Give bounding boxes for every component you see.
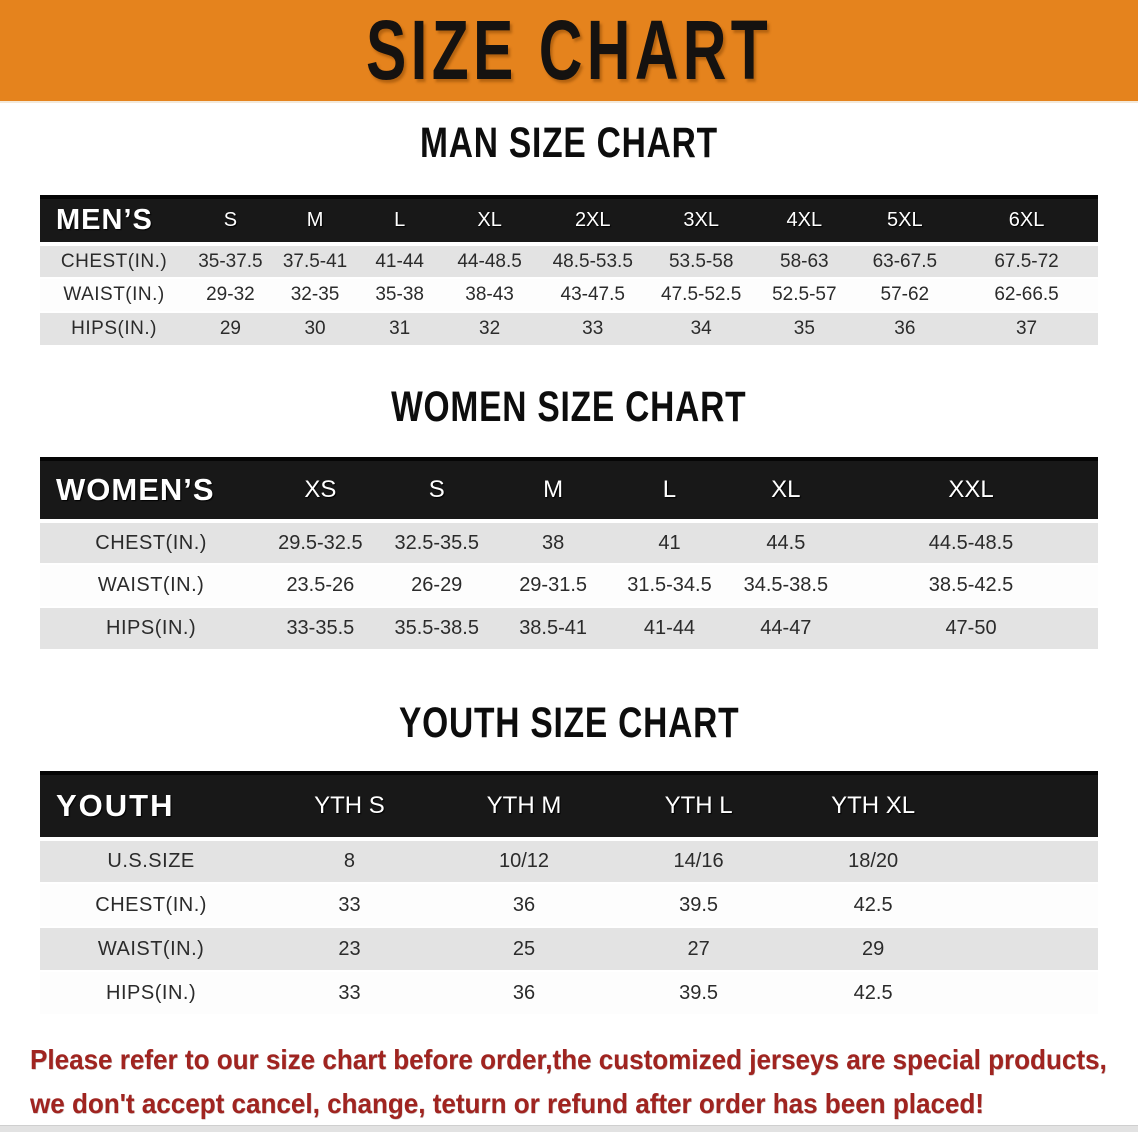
- table-row: [40, 839, 1098, 883]
- cell: 35-38: [357, 278, 442, 312]
- cell: 67.5-72: [955, 244, 1098, 278]
- cell: 33: [537, 312, 648, 346]
- cell: 10/12: [437, 839, 612, 883]
- size-table: [40, 457, 1098, 651]
- table-corner-label: YOUTH: [40, 773, 262, 839]
- column-header: XL: [728, 459, 844, 521]
- table-row: [40, 278, 1098, 312]
- cell: 23: [262, 927, 437, 971]
- cell: 38.5-42.5: [844, 564, 1098, 607]
- cell: 36: [855, 312, 956, 346]
- column-header: S: [188, 197, 273, 244]
- cell: 41-44: [357, 244, 442, 278]
- cell: 33: [262, 883, 437, 927]
- cell: 42.5: [786, 883, 961, 927]
- row-label: HIPS(IN.): [40, 607, 262, 650]
- youth-size-table-container: [40, 771, 1098, 1016]
- women-heading-text: WOMEN SIZE CHART: [391, 383, 747, 431]
- table-row: [40, 244, 1098, 278]
- header-row: [40, 773, 1098, 839]
- row-label: CHEST(IN.): [40, 521, 262, 564]
- column-header: YTH M: [437, 773, 612, 839]
- column-header: M: [495, 459, 611, 521]
- cell: 47-50: [844, 607, 1098, 650]
- cell: 62-66.5: [955, 278, 1098, 312]
- cell: 38.5-41: [495, 607, 611, 650]
- spacer-cell: [960, 971, 1098, 1015]
- size-chart-banner: [0, 0, 1138, 103]
- cell: 37: [955, 312, 1098, 346]
- column-header: S: [379, 459, 495, 521]
- cell: 35.5-38.5: [379, 607, 495, 650]
- column-header: 6XL: [955, 197, 1098, 244]
- cell: 47.5-52.5: [648, 278, 754, 312]
- notice-line-2: we don't accept cancel, change, teturn or refund after order has been placed!: [30, 1088, 984, 1119]
- cell: 32-35: [273, 278, 358, 312]
- cell: 23.5-26: [262, 564, 378, 607]
- column-header: 2XL: [537, 197, 648, 244]
- cell: 32.5-35.5: [379, 521, 495, 564]
- cell: 33: [262, 971, 437, 1015]
- cell: 57-62: [855, 278, 956, 312]
- table-row: [40, 521, 1098, 564]
- cell: 36: [437, 883, 612, 927]
- notice-line-1: Please refer to our size chart before order,the customized jerseys are special products,: [30, 1044, 1107, 1075]
- column-header: 4XL: [754, 197, 855, 244]
- header-row: [40, 197, 1098, 244]
- cell: 39.5: [611, 971, 786, 1015]
- cell: 44-48.5: [442, 244, 537, 278]
- women-section-heading: [0, 383, 1138, 431]
- column-header: YTH XL: [786, 773, 961, 839]
- column-header: M: [273, 197, 358, 244]
- column-header: XL: [442, 197, 537, 244]
- row-label: CHEST(IN.): [40, 244, 188, 278]
- cell: 37.5-41: [273, 244, 358, 278]
- size-table: [40, 195, 1098, 347]
- spacer-cell: [960, 773, 1098, 839]
- banner-title: SIZE CHART: [365, 3, 773, 97]
- cell: 44.5: [728, 521, 844, 564]
- row-label: WAIST(IN.): [40, 564, 262, 607]
- youth-section-heading: [0, 699, 1138, 747]
- row-label: HIPS(IN.): [40, 312, 188, 346]
- column-header: 5XL: [855, 197, 956, 244]
- cell: 31: [357, 312, 442, 346]
- cell: 58-63: [754, 244, 855, 278]
- cell: 14/16: [611, 839, 786, 883]
- women-size-table-container: [40, 457, 1098, 651]
- column-header: XXL: [844, 459, 1098, 521]
- men-size-table-container: [40, 195, 1098, 347]
- table-row: [40, 971, 1098, 1015]
- cell: 36: [437, 971, 612, 1015]
- column-header: L: [611, 459, 727, 521]
- men-section-heading: [0, 119, 1138, 167]
- table-row: [40, 607, 1098, 650]
- row-label: HIPS(IN.): [40, 971, 262, 1015]
- header-row: [40, 459, 1098, 521]
- size-table: [40, 771, 1098, 1016]
- men-heading-text: MAN SIZE CHART: [420, 119, 718, 167]
- table-row: [40, 312, 1098, 346]
- cell: 27: [611, 927, 786, 971]
- cell: 39.5: [611, 883, 786, 927]
- table-row: [40, 883, 1098, 927]
- bottom-strip: [0, 1125, 1138, 1132]
- table-corner-label: WOMEN’S: [40, 459, 262, 521]
- column-header: XS: [262, 459, 378, 521]
- cell: 41-44: [611, 607, 727, 650]
- cell: 38-43: [442, 278, 537, 312]
- cell: 48.5-53.5: [537, 244, 648, 278]
- cell: 44.5-48.5: [844, 521, 1098, 564]
- column-header: YTH L: [611, 773, 786, 839]
- cell: 52.5-57: [754, 278, 855, 312]
- cell: 63-67.5: [855, 244, 956, 278]
- cell: 29: [188, 312, 273, 346]
- cell: 31.5-34.5: [611, 564, 727, 607]
- cell: 34.5-38.5: [728, 564, 844, 607]
- cell: 44-47: [728, 607, 844, 650]
- cell: 29-31.5: [495, 564, 611, 607]
- spacer-cell: [960, 927, 1098, 971]
- cell: 34: [648, 312, 754, 346]
- table-corner-label: MEN’S: [40, 197, 188, 244]
- cell: 35-37.5: [188, 244, 273, 278]
- row-label: WAIST(IN.): [40, 278, 188, 312]
- column-header: L: [357, 197, 442, 244]
- cell: 41: [611, 521, 727, 564]
- table-row: [40, 927, 1098, 971]
- table-row: [40, 564, 1098, 607]
- cell: 8: [262, 839, 437, 883]
- cell: 26-29: [379, 564, 495, 607]
- row-label: CHEST(IN.): [40, 883, 262, 927]
- row-label: WAIST(IN.): [40, 927, 262, 971]
- cell: 42.5: [786, 971, 961, 1015]
- order-policy-notice: [0, 1038, 1138, 1126]
- cell: 43-47.5: [537, 278, 648, 312]
- cell: 18/20: [786, 839, 961, 883]
- cell: 29.5-32.5: [262, 521, 378, 564]
- youth-heading-text: YOUTH SIZE CHART: [398, 699, 740, 747]
- cell: 38: [495, 521, 611, 564]
- cell: 33-35.5: [262, 607, 378, 650]
- spacer-cell: [960, 883, 1098, 927]
- cell: 25: [437, 927, 612, 971]
- cell: 32: [442, 312, 537, 346]
- cell: 30: [273, 312, 358, 346]
- cell: 29-32: [188, 278, 273, 312]
- column-header: 3XL: [648, 197, 754, 244]
- row-label: U.S.SIZE: [40, 839, 262, 883]
- column-header: YTH S: [262, 773, 437, 839]
- spacer-cell: [960, 839, 1098, 883]
- cell: 35: [754, 312, 855, 346]
- cell: 29: [786, 927, 961, 971]
- cell: 53.5-58: [648, 244, 754, 278]
